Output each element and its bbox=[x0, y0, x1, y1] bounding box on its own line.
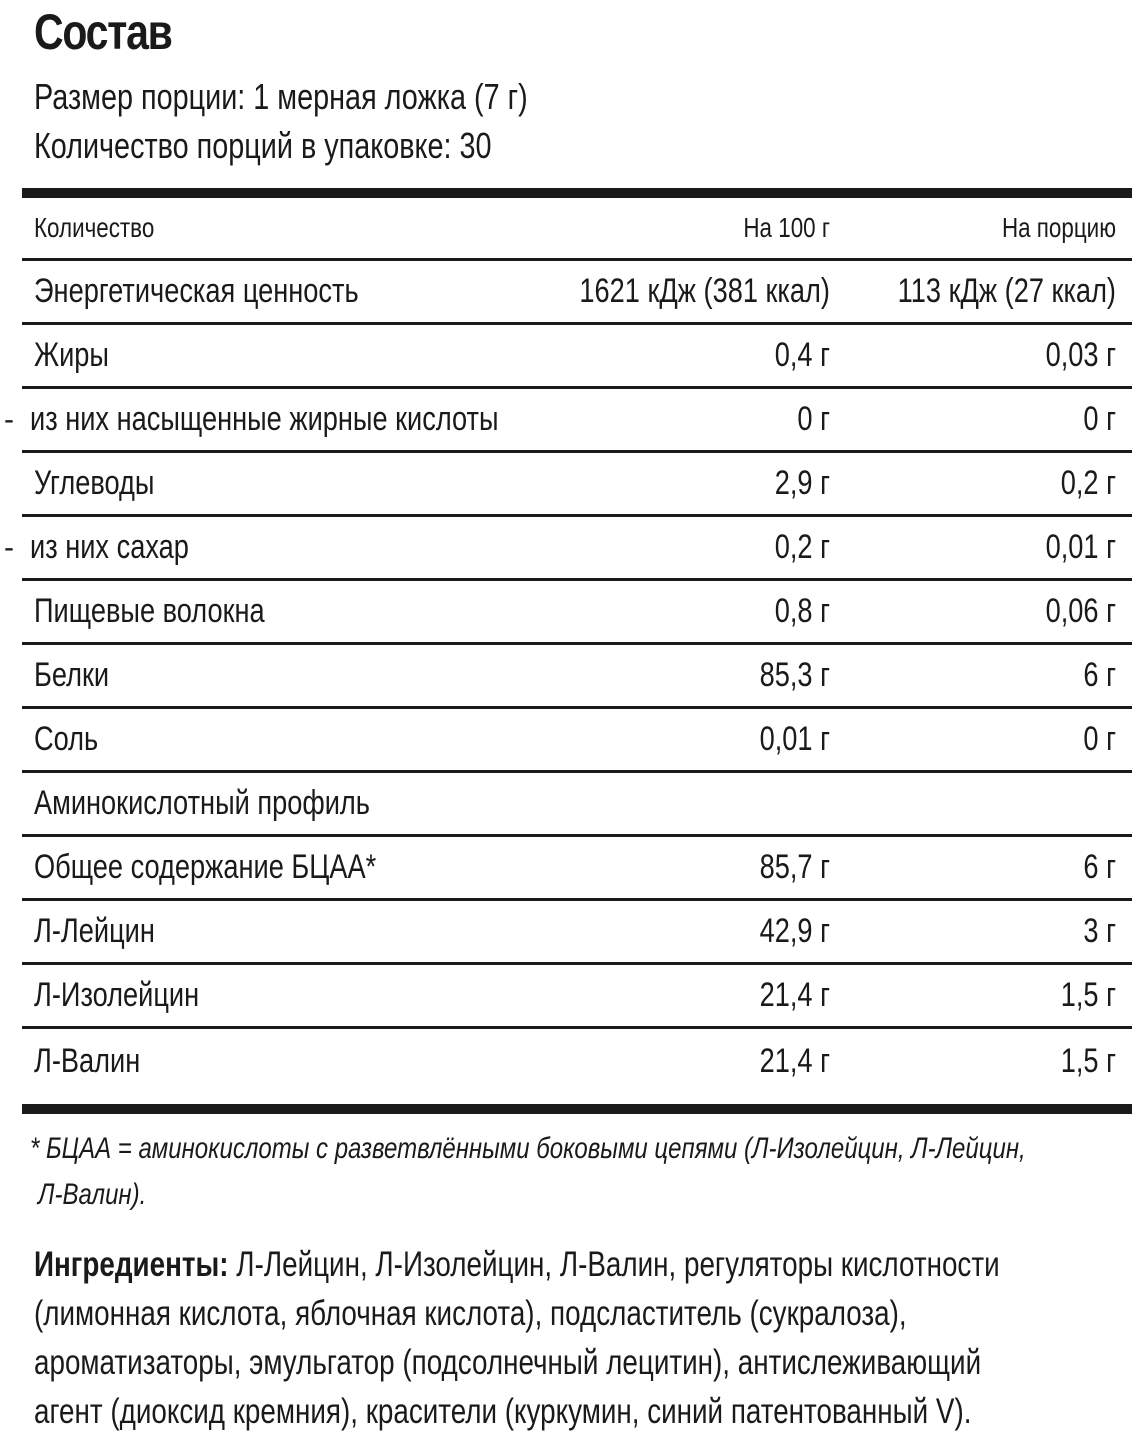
row-name: Жиры bbox=[34, 336, 109, 374]
table-row bbox=[4, 389, 1132, 453]
bcaa-footnote bbox=[30, 1126, 1086, 1218]
row-per-portion: 113 кДж (27 ккал) bbox=[897, 272, 1116, 310]
table-row bbox=[4, 517, 1132, 581]
ingredients-text: (лимонная кислота, яблочная кислота), подсластитель (сукралоза), bbox=[34, 1294, 907, 1333]
table-row bbox=[22, 645, 1132, 709]
header-per-100g: На 100 г bbox=[743, 212, 830, 243]
row-per-100g: 2,9 г bbox=[774, 464, 830, 502]
row-per-100g: 0,4 г bbox=[774, 336, 830, 374]
ingredients-text: ароматизаторы, эмульгатор (подсолнечный лецитин), антислеживающий bbox=[34, 1343, 982, 1382]
row-per-portion: 0 г bbox=[1083, 720, 1116, 758]
footnote-line: Л-Валин). bbox=[38, 1178, 147, 1211]
table-top-rule bbox=[22, 188, 1132, 198]
page-title: Состав bbox=[34, 4, 172, 60]
table-row bbox=[22, 581, 1132, 645]
row-name: Углеводы bbox=[34, 464, 155, 502]
sub-item-dash: - bbox=[4, 402, 14, 436]
row-per-100g: 0,01 г bbox=[759, 720, 830, 758]
row-name: Общее содержание БЦАА* bbox=[34, 848, 377, 886]
row-per-portion: 6 г bbox=[1083, 848, 1116, 886]
table-bottom-rule bbox=[22, 1104, 1132, 1114]
row-name: Энергетическая ценность bbox=[34, 272, 359, 310]
table-header-row bbox=[22, 198, 1132, 261]
row-per-100g: 0,2 г bbox=[774, 528, 830, 566]
row-per-portion: 0,06 г bbox=[1045, 592, 1116, 630]
row-per-100g: 21,4 г bbox=[759, 1041, 830, 1080]
ingredients-label: Ингредиенты: bbox=[34, 1245, 229, 1284]
row-name: Л-Изолейцин bbox=[34, 976, 200, 1014]
sub-item-dash: - bbox=[4, 530, 14, 564]
row-name: Соль bbox=[34, 720, 99, 758]
ingredients-text: Л-Лейцин, Л-Изолейцин, Л-Валин, регуляторы кислотности bbox=[228, 1245, 1000, 1284]
table-row bbox=[22, 1029, 1132, 1093]
ingredients-paragraph bbox=[34, 1240, 1131, 1436]
row-per-portion bbox=[812, 773, 1116, 834]
table-row bbox=[22, 837, 1132, 901]
row-name: из них насыщенные жирные кислоты bbox=[30, 400, 499, 438]
row-name: Л-Валин bbox=[34, 1041, 141, 1080]
row-per-portion: 1,5 г bbox=[1060, 1041, 1116, 1080]
row-per-100g: 85,3 г bbox=[759, 656, 830, 694]
footnote-line: * БЦАА = аминокислоты с разветвлёнными боковыми цепями (Л-Изолейцин, Л-Лейцин, bbox=[30, 1132, 1026, 1165]
servings-per-container: Количество порций в упаковке: 30 bbox=[34, 125, 492, 166]
row-per-100g: 0 г bbox=[797, 400, 830, 438]
row-per-100g: 1621 кДж (381 ккал) bbox=[579, 272, 830, 310]
row-name: Л-Лейцин bbox=[34, 912, 155, 950]
ingredients-text: агент (диоксид кремния), красители (куркумин, синий патентованный V). bbox=[34, 1392, 972, 1431]
row-name: Пищевые волокна bbox=[34, 592, 265, 630]
section-name: Аминокислотный профиль bbox=[34, 784, 370, 822]
header-per-portion: На порцию bbox=[1001, 212, 1116, 243]
table-row bbox=[22, 965, 1132, 1029]
row-per-portion: 6 г bbox=[1083, 656, 1116, 694]
row-per-100g: 21,4 г bbox=[759, 976, 830, 1014]
row-per-100g: 42,9 г bbox=[759, 912, 830, 950]
table-row bbox=[22, 325, 1132, 389]
row-per-portion: 0,03 г bbox=[1045, 336, 1116, 374]
row-name: из них сахар bbox=[30, 528, 189, 566]
header-quantity: Количество bbox=[34, 212, 155, 243]
row-per-portion: 0 г bbox=[1083, 400, 1116, 438]
table-row bbox=[22, 261, 1132, 325]
row-per-100g: 0,8 г bbox=[774, 592, 830, 630]
row-per-100g: 85,7 г bbox=[759, 848, 830, 886]
table-row bbox=[22, 901, 1132, 965]
table-row bbox=[22, 709, 1132, 773]
table-row bbox=[22, 453, 1132, 517]
row-per-portion: 0,2 г bbox=[1060, 464, 1116, 502]
serving-size: Размер порции: 1 мерная ложка (7 г) bbox=[34, 76, 528, 117]
nutrition-table bbox=[4, 198, 1132, 1093]
row-name: Белки bbox=[34, 656, 110, 694]
row-per-100g bbox=[510, 773, 830, 834]
row-per-portion: 1,5 г bbox=[1060, 976, 1116, 1014]
row-per-portion: 0,01 г bbox=[1045, 528, 1116, 566]
table-section-row bbox=[22, 773, 1132, 837]
row-per-portion: 3 г bbox=[1083, 912, 1116, 950]
